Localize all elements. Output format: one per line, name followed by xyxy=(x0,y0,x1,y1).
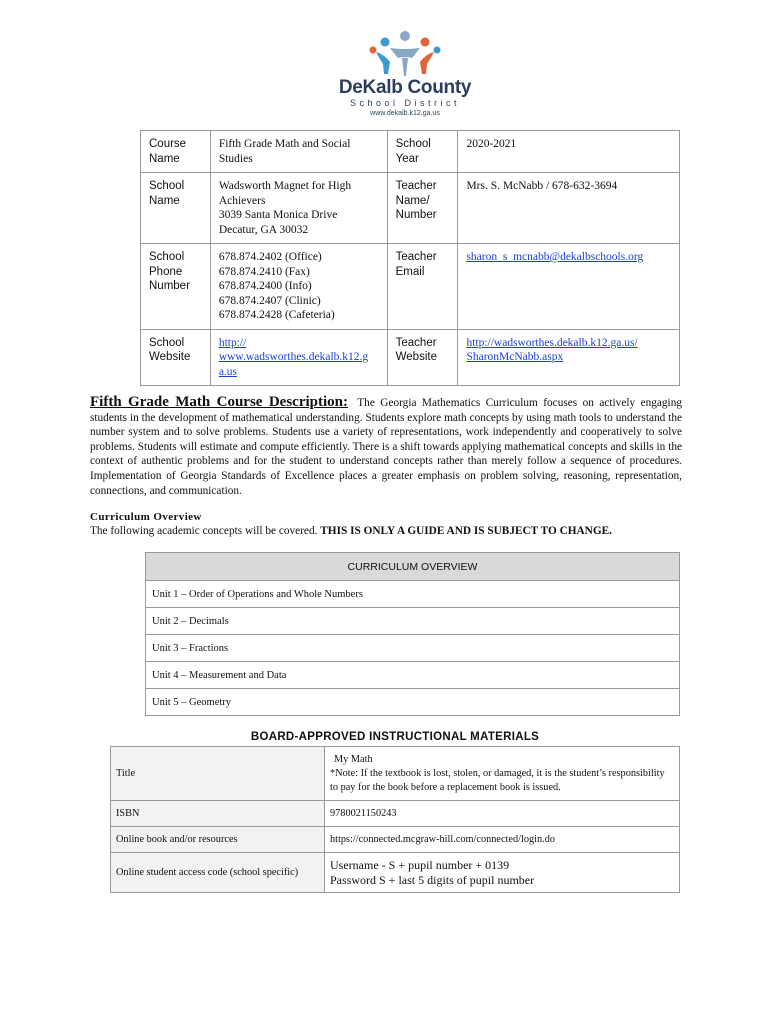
table-row xyxy=(141,173,680,244)
materials-table xyxy=(110,746,680,893)
phone-office: 678.874.2402 (Office) xyxy=(218,251,322,263)
people-logo-icon xyxy=(350,28,460,78)
curriculum-intro: The following academic concepts will be covered. xyxy=(90,525,318,537)
title-note: *Note: If the textbook is lost, stolen, or damaged, it is the student’s responsibility to pay for the book before a replacement book is issued. xyxy=(330,767,665,793)
teacher-website-cell xyxy=(458,329,680,386)
unit-cell: Unit 3 – Fractions xyxy=(146,635,680,662)
unit-cell: Unit 2 – Decimals xyxy=(146,608,680,635)
table-row xyxy=(111,853,680,893)
school-year-value: 2020-2021 xyxy=(458,131,680,173)
online-resources-value: https://connected.mcgraw-hill.com/connected/login.do xyxy=(325,827,680,853)
table-row xyxy=(146,553,680,581)
table-row xyxy=(111,827,680,853)
phone-clinic: 678.874.2407 (Clinic) xyxy=(218,294,321,307)
phone-fax: 678.874.2410 (Fax) xyxy=(218,265,310,278)
phone-cafeteria: 678.874.2428 (Cafeteria) xyxy=(218,309,335,321)
course-name-value: Fifth Grade Math and Social Studies xyxy=(210,131,387,173)
teacher-email-label: Teacher Email xyxy=(387,244,458,330)
table-row xyxy=(146,689,680,716)
online-resources-label: Online book and/or resources xyxy=(111,827,325,853)
logo-name: DeKalb County xyxy=(338,77,472,98)
table-row xyxy=(146,635,680,662)
curriculum-notice: THIS IS ONLY A GUIDE AND IS SUBJECT TO CHANGE. xyxy=(320,525,612,537)
phone-info: 678.874.2400 (Info) xyxy=(218,280,312,292)
curriculum-heading: Curriculum Overview xyxy=(90,511,202,523)
table-row xyxy=(146,662,680,689)
logo-subtitle: School District xyxy=(349,98,460,108)
teacher-name-label: Teacher Name/ Number xyxy=(387,173,458,244)
school-name-value xyxy=(210,173,387,244)
school-year-label: School Year xyxy=(387,131,458,173)
course-name-label: Course Name xyxy=(141,131,211,173)
curriculum-table-header: CURRICULUM OVERVIEW xyxy=(146,553,680,581)
unit-cell: Unit 4 – Measurement and Data xyxy=(146,662,680,689)
title-value: My Math xyxy=(334,753,373,765)
teacher-website-label: Teacher Website xyxy=(387,329,458,386)
isbn-label: ISBN xyxy=(111,801,325,827)
description-heading: Fifth Grade Math Course Description: xyxy=(90,394,348,410)
title-label: Title xyxy=(111,747,325,801)
table-row xyxy=(111,801,680,827)
isbn-value: 9780021150243 xyxy=(325,801,680,827)
unit-cell: Unit 1 – Order of Operations and Whole Numbers xyxy=(146,581,680,608)
materials-heading: BOARD-APPROVED INSTRUCTIONAL MATERIALS xyxy=(250,731,540,743)
teacher-email-cell xyxy=(458,244,680,330)
school-address-line: 3039 Santa Monica Drive xyxy=(218,209,338,221)
access-code-value xyxy=(325,853,680,893)
school-website-cell xyxy=(210,329,387,386)
access-password: Password S + last 5 digits of pupil number xyxy=(330,872,535,887)
curriculum-intro-line xyxy=(90,525,690,537)
table-row xyxy=(141,244,680,330)
district-logo xyxy=(330,28,480,118)
school-phone-label: School Phone Number xyxy=(141,244,211,330)
table-row xyxy=(146,608,680,635)
access-code-label: Online student access code (school specific) xyxy=(111,853,325,893)
teacher-name-value: Mrs. S. McNabb / 678-632-3694 xyxy=(458,173,680,244)
description-body: The Georgia Mathematics Curriculum focuses on actively engaging students in the development of mathematical understanding. Students explore math concepts by using math tools to understand the number system and to solve problems. Students use a variety of representations, work independently and cooperatively to solve problems. Students will estimate and compute efficiently. There is a shift towards applying mathematical concepts and skills in the context of authentic problems and for the student to understand concepts rather than merely follow a sequence of procedures. Implementation of Georgia Standards of Excellence places a greater emphasis on problem solving, reasoning, representation, connections, and communication. xyxy=(90,397,682,497)
school-city-line: Decatur, GA 30032 xyxy=(218,223,309,236)
table-row xyxy=(141,329,680,386)
teacher-website-link[interactable]: http://wadsworthes.dekalb.k12.ga.us/ SharonMcNabb.aspx xyxy=(466,336,638,363)
table-row xyxy=(111,747,680,801)
title-value-cell xyxy=(325,747,680,801)
school-website-label: School Website xyxy=(141,329,211,386)
table-row xyxy=(141,131,680,173)
teacher-email-link[interactable]: sharon_s_mcnabb@dekalbschools.org xyxy=(466,251,644,263)
unit-cell: Unit 5 – Geometry xyxy=(146,689,680,716)
course-description xyxy=(90,395,682,498)
table-row xyxy=(146,581,680,608)
logo-url: www.dekalb.k12.ga.us xyxy=(370,110,440,117)
course-info-table xyxy=(140,130,680,386)
school-name-label: School Name xyxy=(141,173,211,244)
access-username: Username - S + pupil number + 0139 xyxy=(330,857,510,872)
school-website-link[interactable]: http:// www.wadsworthes.dekalb.k12.g a.us xyxy=(218,336,369,378)
curriculum-table xyxy=(145,552,680,716)
school-phone-values xyxy=(210,244,387,330)
school-name-line: Wadsworth Magnet for High Achievers xyxy=(218,180,352,207)
